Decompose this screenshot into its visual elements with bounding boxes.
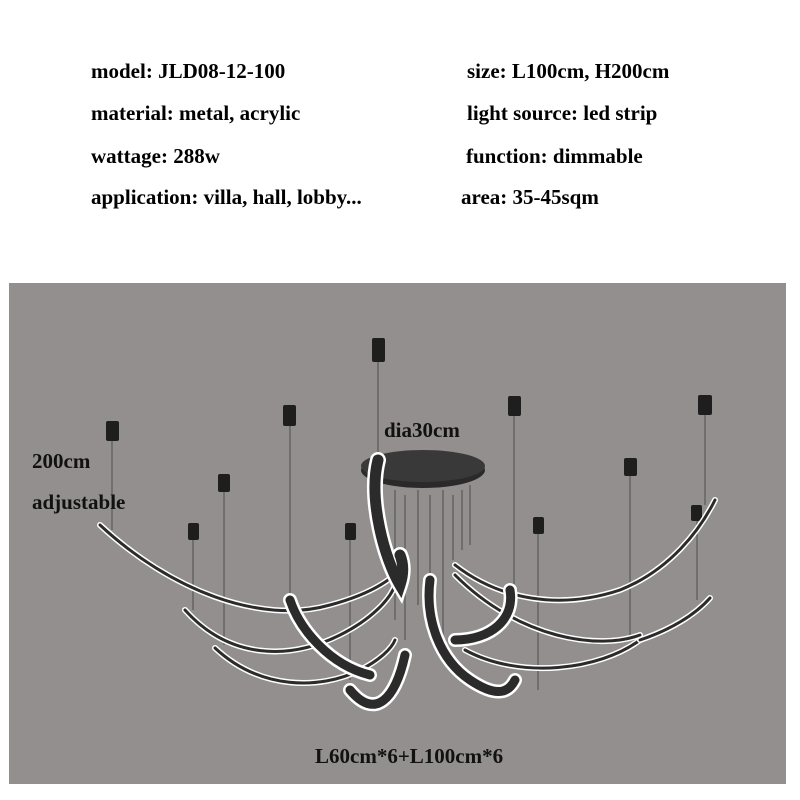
spec-material: material: metal, acrylic	[91, 101, 301, 125]
spec-light-source: light source: led strip	[467, 101, 658, 125]
composition-annotation: L60cm*6+L100cm*6	[315, 744, 504, 768]
chandelier-icon	[9, 283, 786, 784]
height-annotation: 200cm	[32, 449, 91, 473]
canopy-diameter-annotation: dia30cm	[384, 418, 460, 442]
spec-area: area: 35-45sqm	[461, 185, 599, 209]
spec-application: application: villa, hall, lobby...	[91, 185, 362, 209]
height-adjustable-note: adjustable	[32, 490, 126, 514]
spec-model: model: JLD08-12-100	[91, 59, 286, 83]
spec-function: function: dimmable	[466, 144, 643, 168]
product-illustration	[9, 283, 786, 784]
spec-wattage: wattage: 288w	[91, 144, 220, 168]
spec-size: size: L100cm, H200cm	[467, 59, 670, 83]
